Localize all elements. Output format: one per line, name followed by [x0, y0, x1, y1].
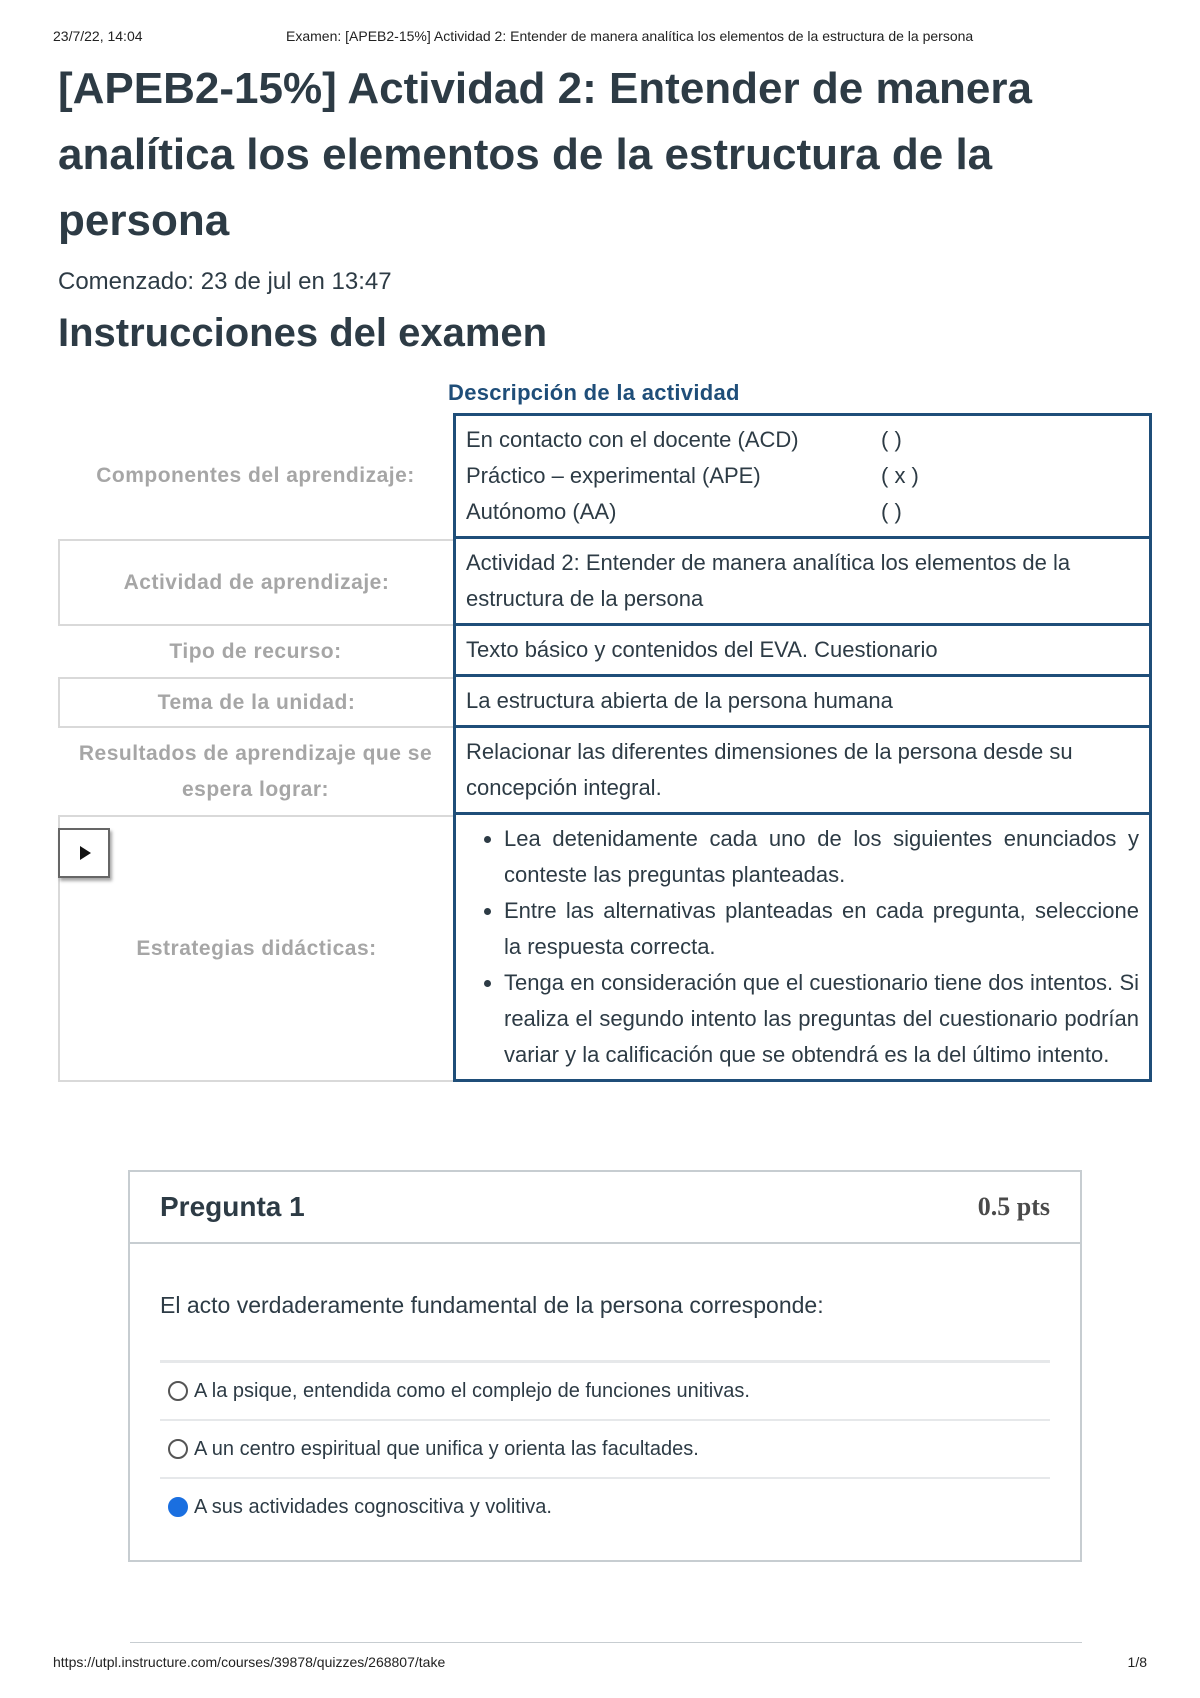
components-row [58, 413, 1152, 539]
list-item: • Tenga en consideración que el cuestionario tiene dos intentos. Si realiza el segundo intento las preguntas del cuestionario podrían variar y la calificación que se obtendrá es la del último intento. [504, 965, 1139, 1073]
radio-button[interactable] [168, 1439, 188, 1459]
instructions-heading: Instrucciones del examen [58, 311, 548, 355]
list-item: • Entre las alternativas planteadas en cada pregunta, seleccione la respuesta correcta. [504, 893, 1139, 965]
components-value [453, 413, 1152, 539]
strategies-row [58, 815, 1152, 1082]
print-doc-title: Examen: [APEB2-15%] Actividad 2: Entender de manera analítica los elementos de la estructura de la persona [286, 28, 974, 44]
activity-row [58, 539, 1152, 626]
topic-row [58, 677, 1152, 728]
activity-value: Actividad 2: Entender de manera analítica los elementos de la estructura de la persona [453, 539, 1152, 626]
answer-text: A un centro espiritual que unifica y orienta las facultades. [194, 1437, 699, 1460]
answer-list [160, 1360, 1050, 1535]
component-text: En contacto con el docente (ACD) [466, 427, 799, 452]
resource-value: Texto básico y contenidos del EVA. Cuestionario [453, 626, 1152, 677]
question-title: Pregunta 1 [160, 1191, 305, 1222]
component-mark: ( ) [881, 427, 902, 452]
print-datetime: 23/7/22, 14:04 [53, 28, 143, 44]
outcomes-value: Relacionar las diferentes dimensiones de la persona desde su concepción integral. [453, 728, 1152, 815]
components-label: Componentes del aprendizaje: [96, 464, 415, 487]
strategies-value [453, 815, 1152, 1082]
answer-option[interactable] [160, 1421, 1050, 1479]
component-text: Autónomo (AA) [466, 499, 617, 524]
activity-label: Actividad de aprendizaje: [58, 539, 453, 626]
started-timestamp: Comenzado: 23 de jul en 13:47 [58, 268, 392, 295]
footer-divider [130, 1642, 1082, 1643]
print-url: https://utpl.instructure.com/courses/39878/quizzes/268807/take [53, 1654, 446, 1670]
resource-label: Tipo de recurso: [169, 639, 342, 663]
component-mark: ( ) [881, 499, 902, 524]
component-text: Práctico – experimental (APE) [466, 463, 761, 488]
question-points: 0.5 pts [977, 1192, 1050, 1221]
description-caption: Descripción de la actividad [448, 380, 740, 405]
topic-value: La estructura abierta de la persona humana [453, 677, 1152, 728]
topic-label: Tema de la unidad: [58, 677, 453, 728]
radio-button[interactable] [168, 1381, 188, 1401]
play-icon [80, 846, 91, 860]
question-header [130, 1172, 1080, 1244]
strategies-list [466, 821, 1139, 1073]
answer-option[interactable] [160, 1479, 1050, 1535]
outcomes-row [58, 728, 1152, 815]
question-card [128, 1170, 1082, 1562]
print-page-number: 1/8 [1127, 1654, 1147, 1670]
component-line [466, 422, 1139, 458]
radio-button[interactable] [168, 1497, 188, 1517]
component-line [466, 494, 1139, 530]
description-table [58, 413, 1152, 1082]
strategies-label: Estrategias didácticas: [58, 815, 453, 1082]
question-text: El acto verdaderamente fundamental de la persona corresponde: [160, 1292, 824, 1318]
play-button[interactable] [58, 828, 110, 878]
answer-option[interactable] [160, 1363, 1050, 1421]
print-footer [53, 1654, 1147, 1670]
resource-row [58, 626, 1152, 677]
component-mark: ( x ) [881, 463, 919, 488]
answer-text: A la psique, entendida como el complejo de funciones unitivas. [194, 1379, 750, 1402]
print-header [53, 28, 1147, 44]
answer-text: A sus actividades cognoscitiva y volitiva. [194, 1495, 552, 1518]
page-title: [APEB2-15%] Actividad 2: Entender de manera analítica los elementos de la estructura de la persona [58, 64, 1032, 245]
outcomes-label: Resultados de aprendizaje que se espera lograr: [78, 741, 433, 801]
component-line [466, 458, 1139, 494]
list-item: • Lea detenidamente cada uno de los siguientes enunciados y conteste las preguntas planteadas. [504, 821, 1139, 893]
